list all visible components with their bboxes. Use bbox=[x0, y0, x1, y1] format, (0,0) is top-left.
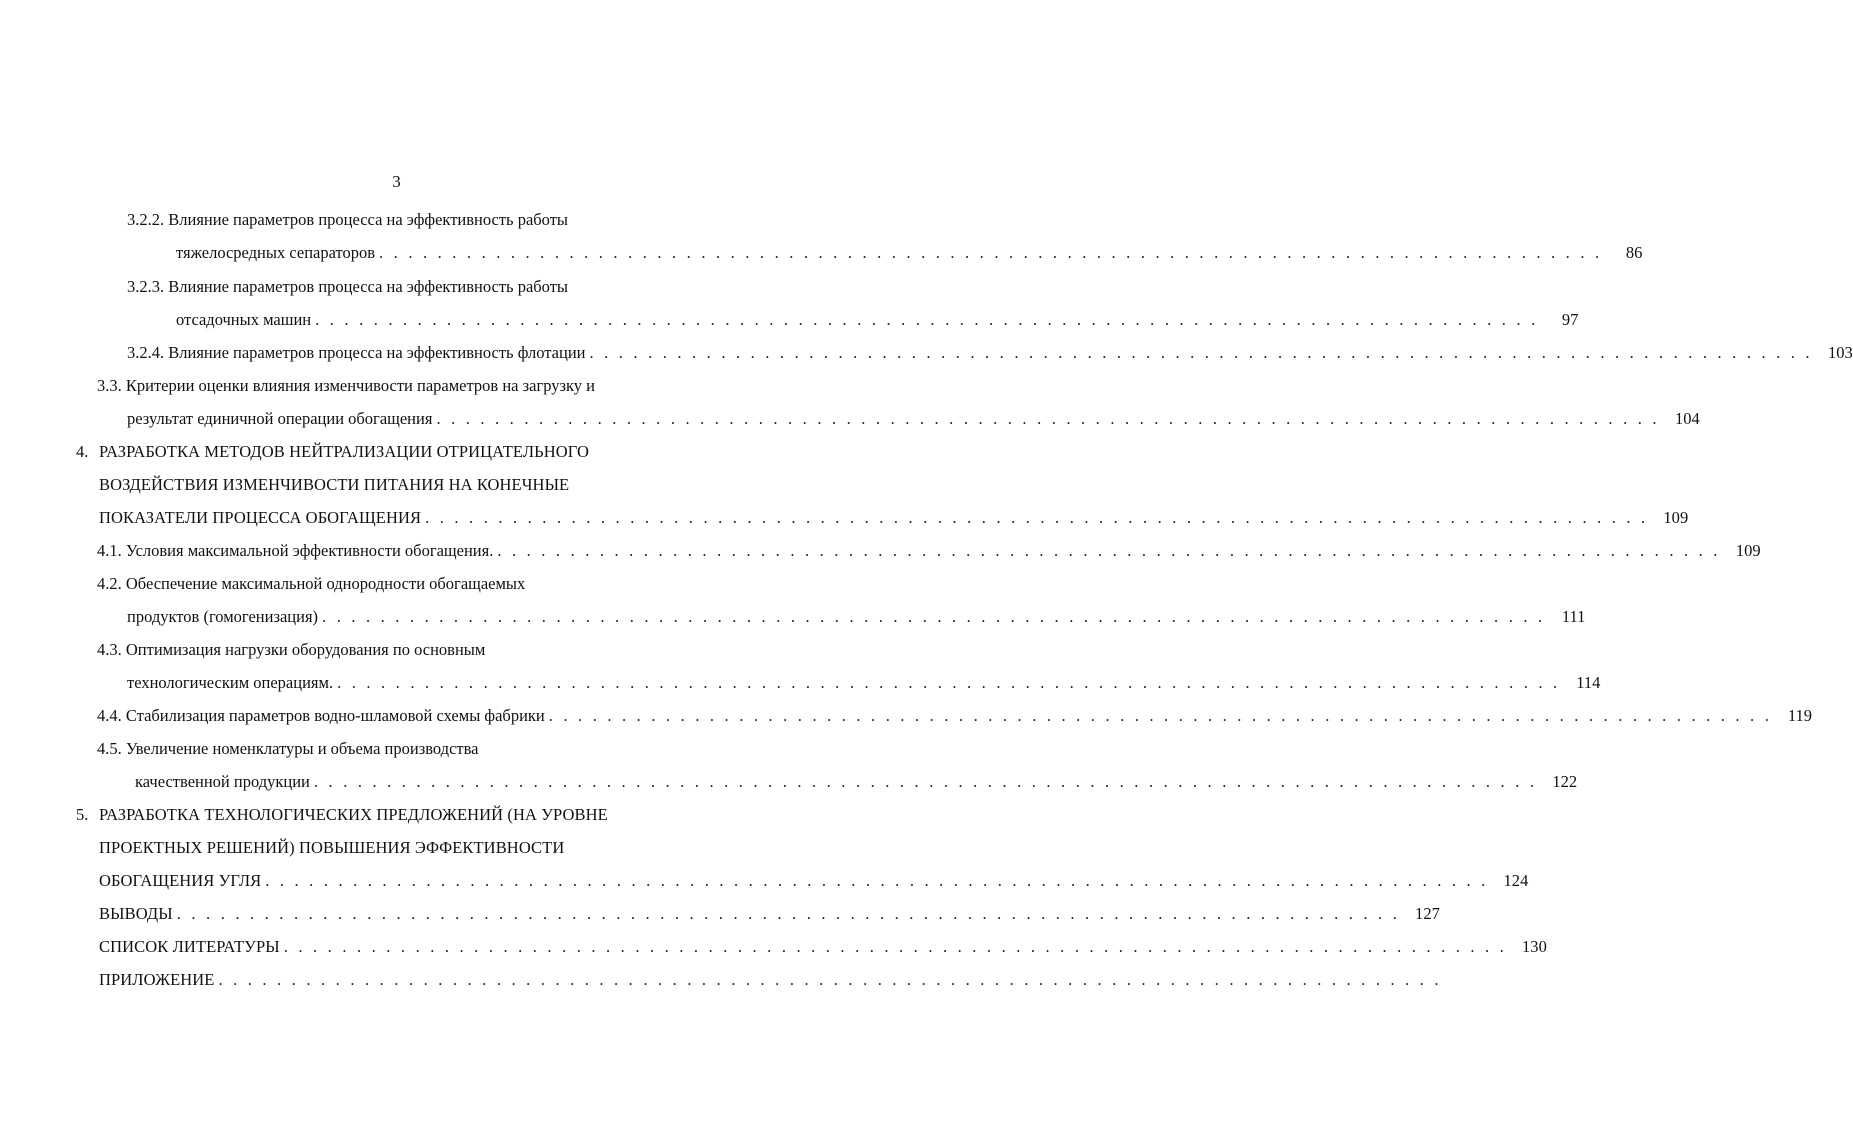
toc-4-3-title-cont: технологическим операциям. bbox=[127, 673, 334, 692]
toc-4-leader bbox=[99, 508, 1689, 528]
toc-appendix-leader bbox=[99, 970, 1442, 990]
toc-conclusions-leader bbox=[99, 904, 1441, 924]
dot-leader: . . . . . . . . . . . . . . . . . . . . . . . . . . . . . . . . . . . . . . . . . . . . . . . . . . . . . . . . . . . . . . . . . . . . . . . . . . . . . . . . . . . . bbox=[322, 607, 1546, 626]
toc-4-1-leader bbox=[97, 541, 1761, 561]
toc-5-title-cont: ПРОЕКТНЫХ РЕШЕНИЙ) ПОВЫШЕНИЯ ЭФФЕКТИВНОСТИ bbox=[99, 838, 565, 857]
toc-5-title: РАЗРАБОТКА ТЕХНОЛОГИЧЕСКИХ ПРЕДЛОЖЕНИЙ (НА УРОВНЕ bbox=[99, 805, 608, 824]
toc-4-1-page: 109 bbox=[1735, 541, 1761, 560]
toc-3-2-3-title: 3.2.3. Влияние параметров процесса на эффективность работы bbox=[127, 277, 569, 296]
dot-leader: . . . . . . . . . . . . . . . . . . . . . . . . . . . . . . . . . . . . . . . . . . . . . . . . . . . . . . . . . . . . . . . . . . . . . . . . . . . . . . . . . . . . bbox=[265, 871, 1489, 890]
toc-references-page: 130 bbox=[1521, 937, 1547, 956]
toc-conclusions-page: 127 bbox=[1414, 904, 1441, 923]
toc-conclusions-title: ВЫВОДЫ bbox=[99, 904, 173, 923]
dot-leader: . . . . . . . . . . . . . . . . . . . . . . . . . . . . . . . . . . . . . . . . . . . . . . . . . . . . . . . . . . . . . . . . . . . . . . . . . . . . . . . . . . . . bbox=[218, 970, 1442, 989]
toc-3-2-2-title-cont: тяжелосредных сепараторов bbox=[176, 243, 376, 262]
toc-3-2-3-title-cont: отсадочных машин bbox=[176, 310, 312, 329]
dot-leader: . . . . . . . . . . . . . . . . . . . . . . . . . . . . . . . . . . . . . . . . . . . . . . . . . . . . . . . . . . . . . . . . . . . . . . . . . . . . . . . . . . . . bbox=[589, 343, 1813, 362]
dot-leader: . . . . . . . . . . . . . . . . . . . . . . . . . . . . . . . . . . . . . . . . . . . . . . . . . . . . . . . . . . . . . . . . . . . . . . . . . . . . . . . . . . . . bbox=[283, 937, 1507, 956]
dot-leader: . . . . . . . . . . . . . . . . . . . . . . . . . . . . . . . . . . . . . . . . . . . . . . . . . . . . . . . . . . . . . . . . . . . . . . . . . . . . . . . . . . . . bbox=[425, 508, 1649, 527]
toc-appendix-title: ПРИЛОЖЕНИЕ bbox=[99, 970, 215, 989]
toc-3-3-leader bbox=[127, 409, 1700, 429]
toc-4-3-page: 114 bbox=[1576, 673, 1601, 692]
dot-leader: . . . . . . . . . . . . . . . . . . . . . . . . . . . . . . . . . . . . . . . . . . . . . . . . . . . . . . . . . . . . . . . . . . . . . . . . . . . . . . . . . . . . bbox=[548, 706, 1773, 725]
toc-references-title: СПИСОК ЛИТЕРАТУРЫ bbox=[99, 937, 280, 956]
toc-3-2-4-leader bbox=[127, 343, 1853, 363]
toc-3-3-page: 104 bbox=[1674, 409, 1700, 428]
dot-leader: . . . . . . . . . . . . . . . . . . . . . . . . . . . . . . . . . . . . . . . . . . . . . . . . . . . . . . . . . . . . . . . . . . . . . . . . . . . . . . . . . . . . bbox=[497, 541, 1721, 560]
dot-leader: . . . . . . . . . . . . . . . . . . . . . . . . . . . . . . . . . . . . . . . . . . . . . . . . . . . . . . . . . . . . . . . . . . . . . . . . . . . . . . . . . . . . bbox=[176, 904, 1401, 923]
toc-3-2-4-title: 3.2.4. Влияние параметров процесса на эффективность флотации bbox=[127, 343, 586, 362]
toc-4-5-leader bbox=[135, 772, 1578, 792]
dot-leader: . . . . . . . . . . . . . . . . . . . . . . . . . . . . . . . . . . . . . . . . . . . . . . . . . . . . . . . . . . . . . . . . . . . . . . . . . . . . . . . . . . . . bbox=[337, 673, 1561, 692]
dot-leader: . . . . . . . . . . . . . . . . . . . . . . . . . . . . . . . . . . . . . . . . . . . . . . . . . . . . . . . . . . . . . . . . . . . . . . . . . . . . . . . . . . . . bbox=[315, 310, 1539, 329]
toc-5-number: 5. bbox=[76, 805, 89, 824]
dot-leader: . . . . . . . . . . . . . . . . . . . . . . . . . . . . . . . . . . . . . . . . . . . . . . . . . . . . . . . . . . . . . . . . . . . . . . . . . . . . . . . . . . . . bbox=[313, 772, 1538, 791]
toc-4-title-cont: ВОЗДЕЙСТВИЯ ИЗМЕНЧИВОСТИ ПИТАНИЯ НА КОНЕЧНЫЕ bbox=[99, 475, 570, 494]
toc-4-5-title-cont: качественной продукции bbox=[135, 772, 310, 791]
toc-5-leader bbox=[99, 871, 1529, 891]
toc-4-5-title: 4.5. Увеличение номенклатуры и объема производства bbox=[97, 739, 479, 758]
toc-3-2-4-page: 103 bbox=[1828, 343, 1853, 362]
toc-5-title-end: ОБОГАЩЕНИЯ УГЛЯ bbox=[99, 871, 262, 890]
toc-5-page: 124 bbox=[1503, 871, 1529, 890]
toc-4-3-leader bbox=[127, 673, 1601, 693]
toc-3-2-3-leader bbox=[176, 310, 1579, 330]
toc-3-2-2-page: 86 bbox=[1625, 243, 1643, 262]
toc-4-4-title: 4.4. Стабилизация параметров водно-шламовой схемы фабрики bbox=[97, 706, 545, 725]
toc-4-title-end: ПОКАЗАТЕЛИ ПРОЦЕССА ОБОГАЩЕНИЯ bbox=[99, 508, 422, 527]
toc-4-2-leader bbox=[127, 607, 1586, 627]
toc-4-4-leader bbox=[97, 706, 1813, 726]
toc-4-3-title: 4.3. Оптимизация нагрузки оборудования по основным bbox=[97, 640, 486, 659]
toc-4-5-page: 122 bbox=[1552, 772, 1578, 791]
toc-4-title: РАЗРАБОТКА МЕТОДОВ НЕЙТРАЛИЗАЦИИ ОТРИЦАТЕЛЬНОГО bbox=[99, 442, 590, 461]
toc-3-2-3-page: 97 bbox=[1561, 310, 1579, 329]
toc-3-2-2-leader bbox=[176, 243, 1643, 263]
toc-4-2-title: 4.2. Обеспечение максимальной однородности обогащаемых bbox=[97, 574, 526, 593]
toc-references-leader bbox=[99, 937, 1547, 957]
dot-leader: . . . . . . . . . . . . . . . . . . . . . . . . . . . . . . . . . . . . . . . . . . . . . . . . . . . . . . . . . . . . . . . . . . . . . . . . . . . . . . . . . . . . bbox=[436, 409, 1660, 428]
dot-leader: . . . . . . . . . . . . . . . . . . . . . . . . . . . . . . . . . . . . . . . . . . . . . . . . . . . . . . . . . . . . . . . . . . . . . . . . . . . . . . . . . . . . bbox=[379, 243, 1603, 262]
toc-4-1-title: 4.1. Условия максимальной эффективности обогащения. bbox=[97, 541, 494, 560]
toc-4-4-page: 119 bbox=[1787, 706, 1813, 725]
toc-3-3-title-cont: результат единичной операции обогащения bbox=[127, 409, 433, 428]
page-number: 3 bbox=[392, 172, 401, 191]
toc-3-3-title: 3.3. Критерии оценки влияния изменчивости параметров на загрузку и bbox=[97, 376, 595, 395]
toc-4-number: 4. bbox=[76, 442, 89, 461]
toc-4-2-page: 111 bbox=[1561, 607, 1586, 626]
toc-4-2-title-cont: продуктов (гомогенизация) bbox=[127, 607, 319, 626]
toc-4-page: 109 bbox=[1663, 508, 1689, 527]
toc-3-2-2-title: 3.2.2. Влияние параметров процесса на эффективность работы bbox=[127, 210, 569, 229]
